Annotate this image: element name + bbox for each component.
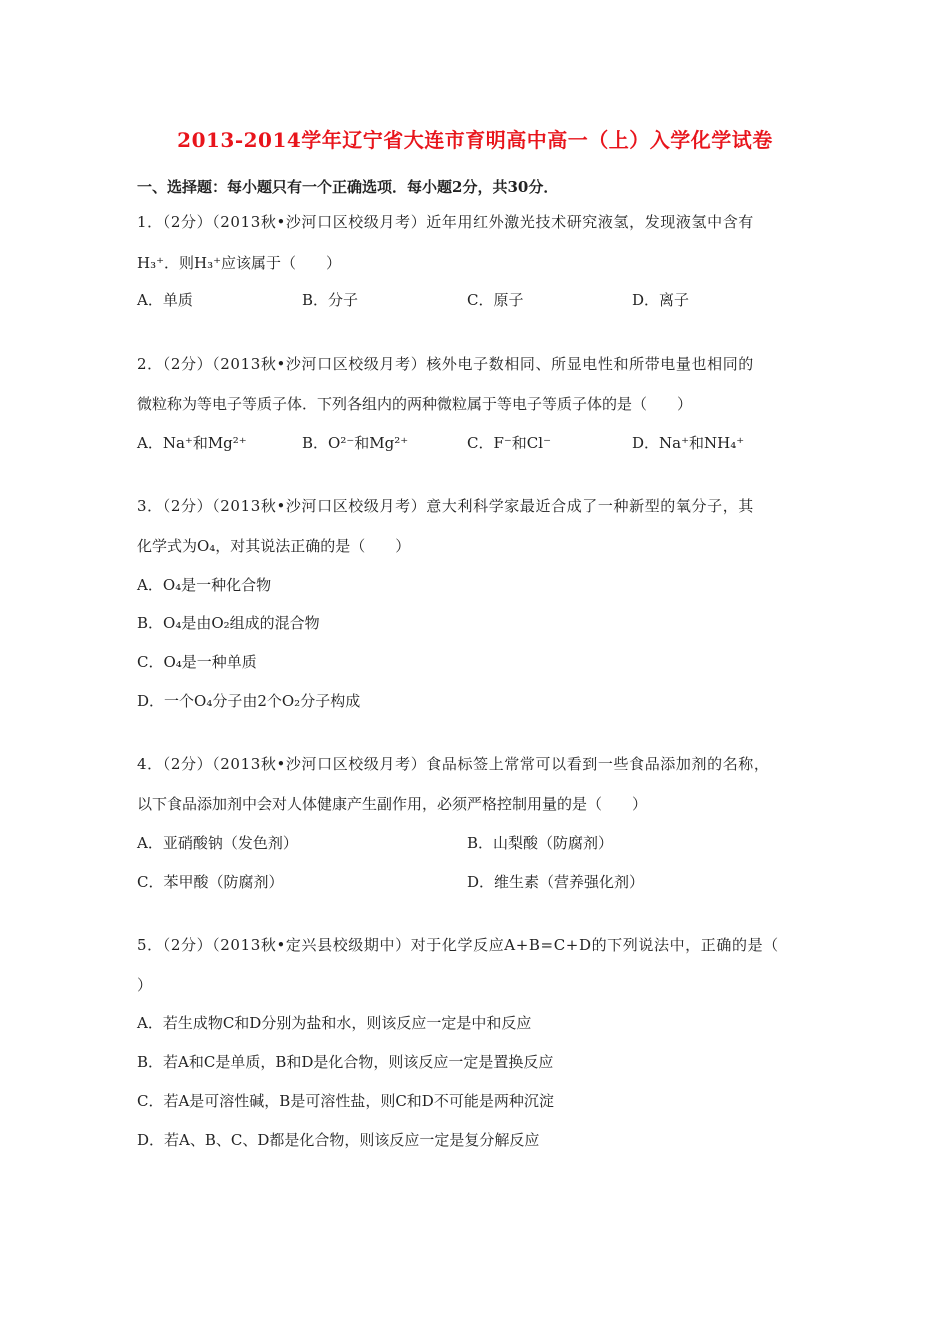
question-text: 4．（2分）（2013秋•沙河口区校级月考）食品标签上常常可以看到一些食品添加剂的名称， [137,755,770,773]
question-text: 以下食品添加剂中会对人体健康产生副作用，必须严格控制用量的是（ ） [137,795,648,813]
exam-title: 2013-2014学年辽宁省大连市育明高中高一（上）入学化学试卷 [177,128,773,152]
option-a: A．Na⁺和Mg²⁺ [137,434,247,452]
question-text: 3．（2分）（2013秋•沙河口区校级月考）意大利科学家最近合成了一种新型的氧分子，其 [137,497,754,515]
option-b: B．O²⁻和Mg²⁺ [302,434,409,452]
question-text: 5．（2分）（2013秋•定兴县校级期中）对于化学反应A+B=C+D的下列说法中，正确的是（ [137,936,779,954]
option-d: D．一个O₄分子由2个O₂分子构成 [137,692,361,710]
section-heading: 一、选择题：每小题只有一个正确选项．每小题2分，共30分． [137,178,559,196]
option-a: A．O₄是一种化合物 [137,576,272,594]
question-text: 2．（2分）（2013秋•沙河口区校级月考）核外电子数相同、所显电性和所带电量也相同的 [137,355,754,373]
option-c: C．原子 [467,291,524,309]
question-text: 1．（2分）（2013秋•沙河口区校级月考）近年用红外激光技术研究液氢，发现液氢中含有 [137,213,754,231]
option-b: B．若A和C是单质，B和D是化合物，则该反应一定是置换反应 [137,1053,554,1071]
option-a: A．亚硝酸钠（发色剂） [137,834,298,852]
option-b: B．山梨酸（防腐剂） [467,834,614,852]
option-d: D．离子 [632,291,690,309]
question-text: H₃⁺．则H₃⁺应该属于（ ） [137,254,342,272]
question-text: 化学式为O₄，对其说法正确的是（ ） [137,537,411,555]
option-c: C．苯甲酸（防腐剂） [137,873,284,891]
option-d: D．Na⁺和NH₄⁺ [632,434,745,452]
option-a: A．若生成物C和D分别为盐和水，则该反应一定是中和反应 [137,1014,532,1032]
option-d: D．维生素（营养强化剂） [467,873,645,891]
option-c: C．若A是可溶性碱，B是可溶性盐，则C和D不可能是两种沉淀 [137,1092,554,1110]
option-c: C．F⁻和Cl⁻ [467,434,551,452]
option-c: C．O₄是一种单质 [137,653,257,671]
option-b: B．O₄是由O₂组成的混合物 [137,614,320,632]
option-b: B．分子 [302,291,359,309]
question-text: 微粒称为等电子等质子体．下列各组内的两种微粒属于等电子等质子体的是（ ） [137,395,693,413]
question-text: ） [137,976,153,994]
option-a: A．单质 [137,291,193,309]
option-d: D．若A、B、C、D都是化合物，则该反应一定是复分解反应 [137,1131,540,1149]
